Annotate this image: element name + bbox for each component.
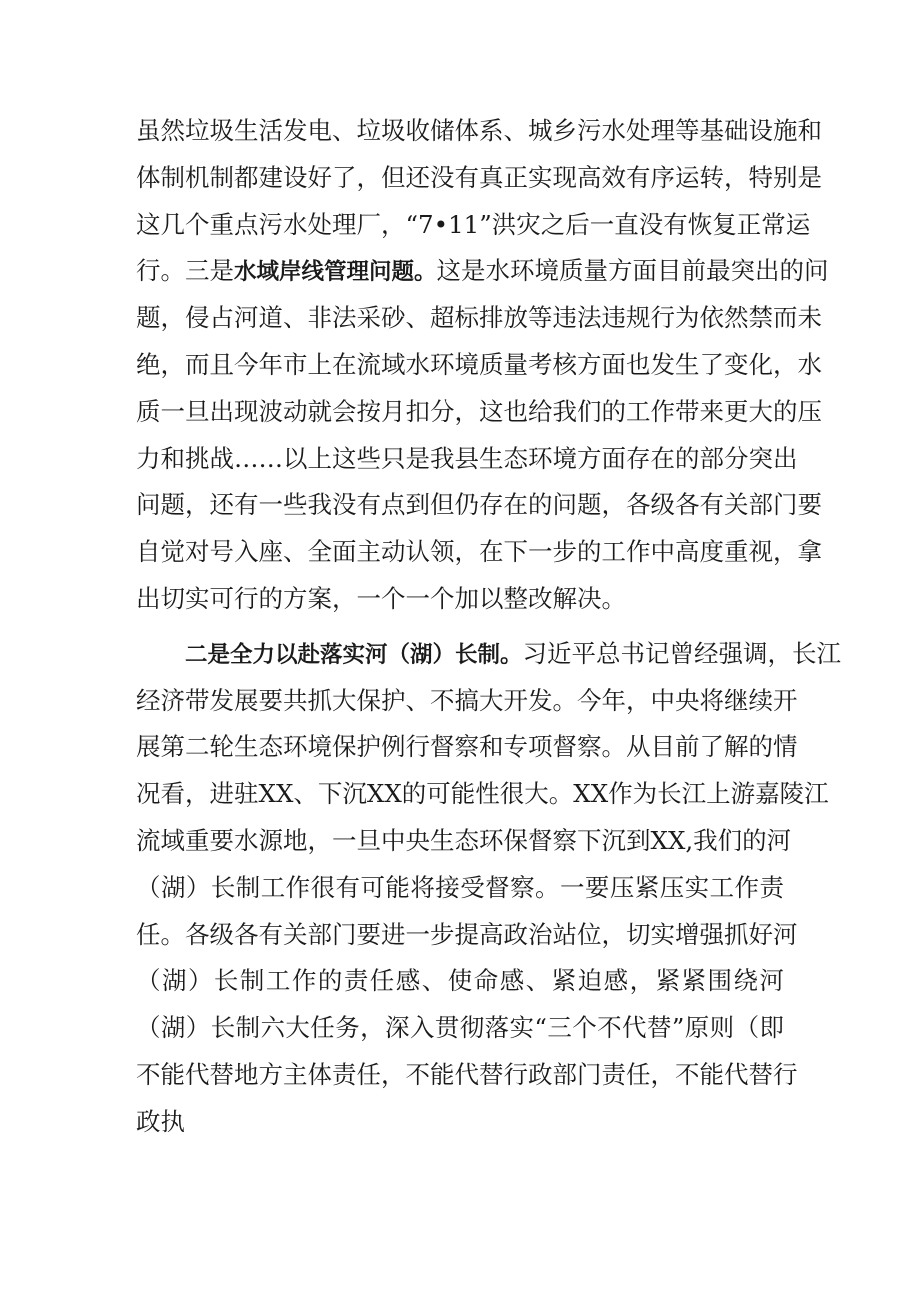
text-line [136, 631, 842, 678]
document-page [136, 108, 842, 1146]
text-line: 问题，还有一些我没有点到但仍存在的问题，各级各有关部门要 [136, 490, 822, 520]
bold-heading-text: 水域岸线管理问题。 [234, 259, 437, 286]
text-line: 况看，进驻XX、下沉XX的可能性很大。XX作为长江上游嘉陵江 [136, 779, 829, 809]
line-tail-text: 习近平总书记曾经强调，长江 [522, 638, 842, 668]
text-line: 展第二轮生态环境保护例行督察和专项督察。从目前了解的情 [136, 732, 798, 762]
text-line: 不能代替地方主体责任，不能代替行政部门责任，不能代替行 [136, 1059, 798, 1089]
text-line: （湖）长制工作很有可能将接受督察。一要压紧压实工作责 [136, 872, 784, 902]
text-line: 自觉对号入座、全面主动认领，在下一步的工作中高度重视，拿 [136, 537, 822, 567]
text-line: 政执 [136, 1106, 185, 1136]
text-line: （湖）长制六大任务，深入贯彻落实“三个不代替”原则（即 [136, 1013, 784, 1043]
text-line: 任。各级各有关部门要进一步提高政治站位，切实增强抓好河 [136, 919, 798, 949]
text-line: 出切实可行的方案，一个一个加以整改解决。 [136, 583, 626, 613]
paragraph-river-chief-system [136, 631, 842, 1146]
text-line: 流域重要水源地，一旦中央生态环保督察下沉到XX,我们的河 [136, 825, 792, 855]
line-tail-text: 这是水环境质量方面目前最突出的问 [436, 256, 829, 286]
text-line: 经济带发展要共抓大保护、不搞大开发。今年，中央将继续开 [136, 685, 798, 715]
line-lead-text: 行。三是 [136, 256, 234, 286]
text-line: （湖）长制工作的责任感、使命感、紧迫感，紧紧围绕河 [136, 966, 784, 996]
text-line: 力和挑战……以上这些只是我县生态环境方面存在的部分突出 [136, 443, 798, 473]
text-line [136, 248, 829, 295]
paragraph-problems [136, 108, 829, 623]
text-line: 虽然垃圾生活发电、垃圾收储体系、城乡污水处理等基础设施和 [136, 116, 822, 145]
text-line: 这几个重点污水处理厂，“7•11”洪灾之后一直没有恢复正常运 [136, 209, 811, 239]
line-lead-text [136, 639, 185, 668]
bold-heading-text: 二是全力以赴落实河（湖）长制。 [185, 641, 523, 668]
text-line: 题，侵占河道、非法采砂、超标排放等违法违规行为依然禁而未 [136, 303, 822, 333]
text-line: 体制机制都建设好了，但还没有真正实现高效有序运转，特别是 [136, 162, 822, 192]
text-line: 质一旦出现波动就会按月扣分，这也给我们的工作带来更大的压 [136, 396, 822, 426]
text-line: 绝，而且今年市上在流域水环境质量考核方面也发生了变化，水 [136, 349, 822, 379]
